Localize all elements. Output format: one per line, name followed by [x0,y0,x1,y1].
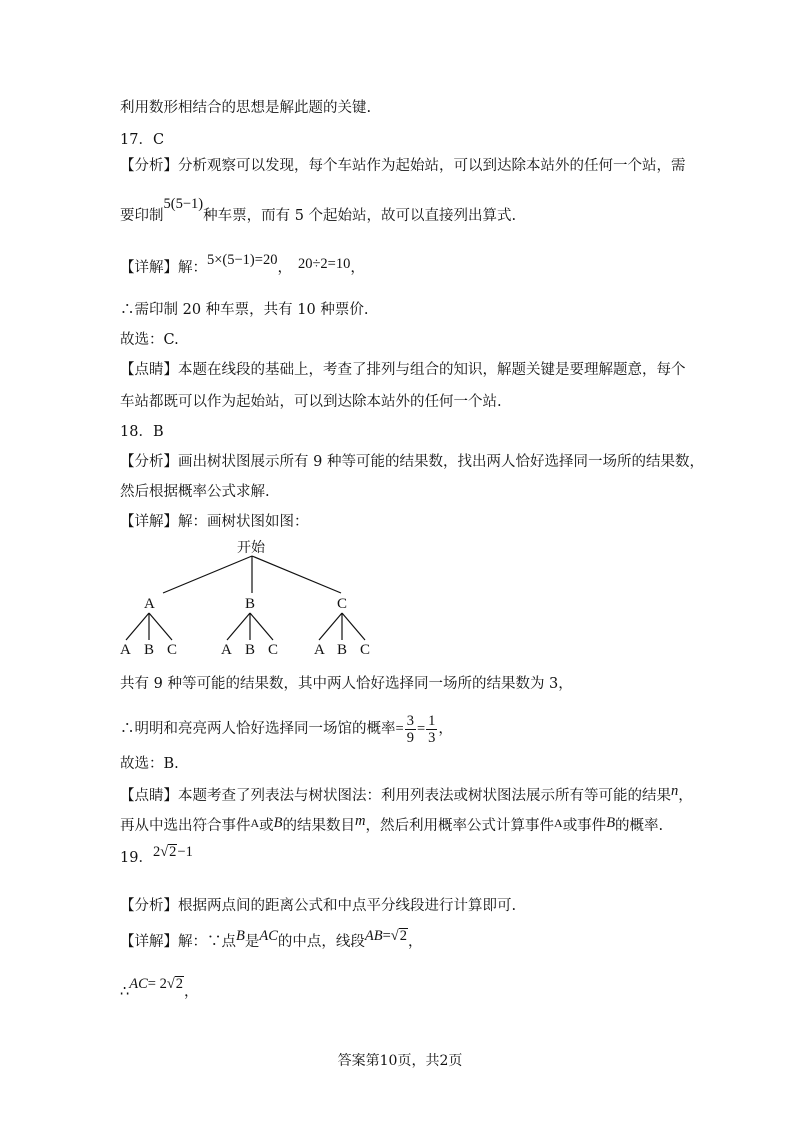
text: 【详解】解：∵点 [120,934,236,950]
math-expression: 5(5−1) [163,196,204,212]
therefore: ∴ [120,984,130,1000]
text-line [120,196,517,226]
tree-edge [250,613,273,640]
question-17-answer: 17．C [120,132,165,148]
text-line: 【点睛】本题在线段的基础上，考查了排列与组合的知识，解题关键是要理解题意，每个 [120,362,686,378]
question-19-answer [120,844,193,868]
text-line: 故选：B. [120,756,179,772]
numerator: 1 [428,712,436,729]
equals: = 2 [147,976,167,992]
tree-leaf: C [268,642,279,658]
tree-leaf: C [167,642,178,658]
page-footer: 答案第10页，共2页 [337,1053,463,1069]
equals: = [395,721,404,737]
text: 的中点，线段 [277,934,365,950]
text-line: 利用数形相结合的思想是解此题的关键. [120,100,372,116]
text: 19． [120,850,153,866]
tree-leaf: B [337,642,348,658]
math-variable: AC [259,928,278,944]
tree-edge [252,556,341,593]
tree-edge [319,613,342,640]
text-line: 【分析】分析观察可以发现，每个车站作为起始站，可以到达除本站外的任何一个站，需 [120,158,686,174]
text-line [120,813,664,836]
fraction [426,713,437,746]
tree-leaf: A [314,642,325,658]
numerator: 3 [406,712,414,729]
tree-edge [163,556,252,593]
math-expression: AC= 2√2 [129,976,184,992]
math-variable: B [606,815,616,831]
text: ， [277,260,292,276]
math-expression: AB=√2 [364,928,408,944]
text: ， [438,721,453,737]
tree-leaf: B [144,642,155,658]
math-variable: B [273,815,283,831]
text-line: 车站都既可以作为起始站，可以到达除本站外的任何一个站. [120,394,502,410]
tree-edge [149,613,172,640]
tree-node-l1: C [337,596,348,612]
text-line: 【分析】根据两点间的距离公式和中点平分线段进行计算即可. [120,898,517,914]
text: 【点睛】本题考查了列表法与树状图法：利用列表法或树状图法展示所有等可能的结果 [120,788,671,804]
tree-root: 开始 [237,540,265,556]
text: ， [350,260,365,276]
text: 或事件 [562,818,607,834]
denominator: 3 [428,729,436,746]
math-variable: AB [364,928,383,944]
tree-leaf: A [120,642,131,658]
text: ，然后利用概率公式计算事件 [365,818,555,834]
text: 再从中选出符合事件 [120,818,251,834]
math-variable: AC [129,976,148,992]
minus-one: −1 [177,844,193,860]
text: 种车票，而有 5 个起始站，故可以直接列出算式. [203,208,517,224]
text-line: 【详解】解：画树状图如图： [120,514,309,530]
math-variable: A [554,816,563,830]
text: 要印制 [120,208,164,224]
text: 的概率. [615,818,664,834]
tree-edge [227,613,250,640]
tree-edge [126,613,149,640]
text-line: 共有 9 种等可能的结果数，其中两人恰好选择同一场所的结果数为 3， [120,676,573,692]
text: ， [678,788,693,804]
text: ， [184,984,199,1000]
math-variable: m [355,813,366,829]
tree-leaf: A [221,642,232,658]
tree-node-l1: A [144,596,155,612]
text-line: ∴需印制 20 种车票，共有 10 种票价. [120,302,369,318]
text: 【详解】解： [120,260,207,276]
equals: = [416,721,426,737]
question-18-answer: 18．B [120,424,164,440]
text-line [120,928,423,952]
text-line [120,783,693,806]
tree-leaf: C [360,642,371,658]
denominator: 9 [406,729,414,746]
radicand: 2 [175,976,184,992]
text-line [120,976,199,1002]
text: 是 [244,934,260,950]
radicand: 2 [169,844,177,860]
text: 或 [259,818,274,834]
math-expression: 2√2−1 [152,844,193,860]
text-line: 然后根据概率公式求解. [120,484,270,500]
equals: = [382,928,391,944]
fraction [405,713,416,746]
text: ∴明明和亮亮两人恰好选择同一场馆的概率 [120,721,396,737]
text-line [120,710,453,748]
text: 的结果数目 [282,818,356,834]
math-variable: n [671,783,679,799]
tree-node-l1: B [245,596,256,612]
radicand: 2 [399,928,408,944]
math-variable: A [250,816,260,830]
tree-edge [342,613,365,640]
coefficient: 2 [152,844,161,860]
math-expression: 5×(5−1)=20 [207,252,278,268]
text-line: 故选：C. [120,332,179,348]
tree-leaf: B [245,642,256,658]
text-line: 【分析】画出树状图展示所有 9 种等可能的结果数，找出两人恰好选择同一场所的结果数， [120,454,704,470]
math-expression: 20÷2=10 [297,256,351,272]
text-line [120,252,365,278]
text: ， [408,934,423,950]
math-variable: B [236,928,245,944]
